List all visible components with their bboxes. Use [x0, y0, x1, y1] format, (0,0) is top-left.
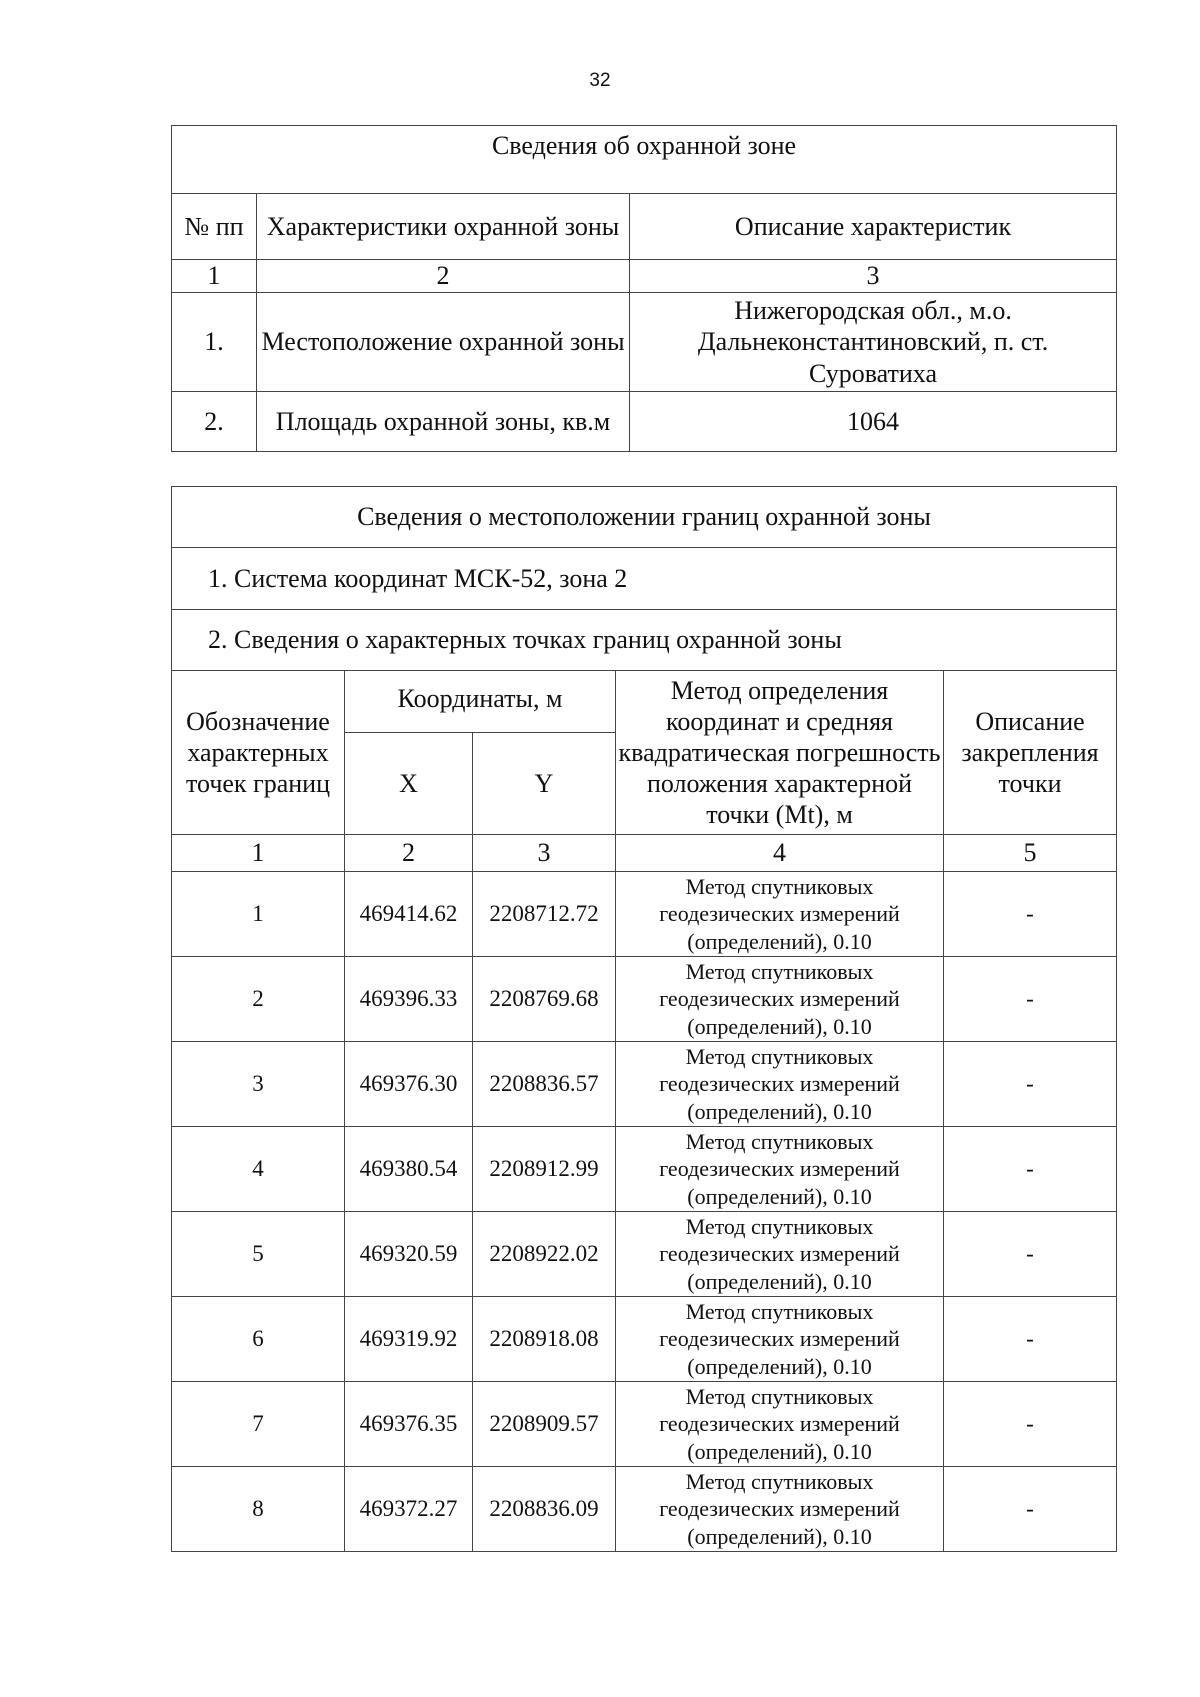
point-method: Метод спутниковых геодезических измерений (определений), 0.10: [616, 1127, 944, 1212]
point-x: 469380.54: [345, 1127, 473, 1212]
point-fixing: -: [944, 1042, 1117, 1127]
points-colnum-row: [172, 835, 1117, 872]
row-value: 1064: [630, 392, 1117, 452]
zone-info-colnum-row: [172, 260, 1117, 293]
header-method: Метод определения координат и средняя квадратическая погрешность положения характерной точки (Mt), м: [616, 671, 944, 835]
coord-system-row: [172, 548, 1117, 610]
point-y: 2208909.57: [473, 1382, 616, 1467]
col-number: 3: [630, 260, 1117, 293]
point-id: 3: [172, 1042, 345, 1127]
header-fixing: Описание закрепления точки: [944, 671, 1117, 835]
point-row: [172, 1382, 1117, 1467]
point-x: 469414.62: [345, 872, 473, 957]
point-row: [172, 1212, 1117, 1297]
point-y: 2208922.02: [473, 1212, 616, 1297]
point-y: 2208712.72: [473, 872, 616, 957]
row-value: Нижегородская обл., м.о. Дальнеконстантиновский, п. ст. Суроватиха: [630, 293, 1117, 392]
zone-info-row: [172, 293, 1117, 392]
point-x: 469320.59: [345, 1212, 473, 1297]
col-number: 5: [944, 835, 1117, 872]
point-method: Метод спутниковых геодезических измерений (определений), 0.10: [616, 1212, 944, 1297]
point-fixing: -: [944, 1212, 1117, 1297]
point-id: 7: [172, 1382, 345, 1467]
point-method: Метод спутниковых геодезических измерений (определений), 0.10: [616, 1382, 944, 1467]
point-x: 469376.35: [345, 1382, 473, 1467]
boundaries-title: Сведения о местоположении границ охранной зоны: [172, 487, 1117, 548]
point-y: 2208769.68: [473, 957, 616, 1042]
col-number: 2: [345, 835, 473, 872]
coord-system: 1. Система координат МСК-52, зона 2: [172, 548, 1117, 610]
page-number: 32: [589, 70, 611, 91]
point-x: 469396.33: [345, 957, 473, 1042]
point-fixing: -: [944, 1127, 1117, 1212]
zone-info-table: [171, 125, 1117, 452]
point-id: 1: [172, 872, 345, 957]
point-row: [172, 1042, 1117, 1127]
point-row: [172, 1467, 1117, 1552]
points-title: 2. Сведения о характерных точках границ охранной зоны: [172, 610, 1117, 671]
header-y: Y: [473, 733, 616, 835]
col-number: 1: [172, 835, 345, 872]
point-row: [172, 1297, 1117, 1382]
points-header-row: [172, 671, 1117, 733]
point-x: 469376.30: [345, 1042, 473, 1127]
point-y: 2208918.08: [473, 1297, 616, 1382]
zone-info-row: [172, 392, 1117, 452]
header-coords: Координаты, м: [345, 671, 616, 733]
point-row: [172, 957, 1117, 1042]
point-id: 8: [172, 1467, 345, 1552]
point-fixing: -: [944, 1467, 1117, 1552]
header-characteristic: Характеристики охранной зоны: [257, 194, 630, 260]
header-description: Описание характеристик: [630, 194, 1117, 260]
point-id: 2: [172, 957, 345, 1042]
point-id: 4: [172, 1127, 345, 1212]
point-method: Метод спутниковых геодезических измерений (определений), 0.10: [616, 957, 944, 1042]
point-x: 469372.27: [345, 1467, 473, 1552]
point-id: 6: [172, 1297, 345, 1382]
header-designation: Обозначение характерных точек границ: [172, 671, 345, 835]
row-num: 1.: [172, 293, 257, 392]
point-method: Метод спутниковых геодезических измерений (определений), 0.10: [616, 1467, 944, 1552]
boundaries-table: [171, 486, 1117, 1552]
header-num: № пп: [172, 194, 257, 260]
point-method: Метод спутниковых геодезических измерений (определений), 0.10: [616, 872, 944, 957]
point-fixing: -: [944, 1297, 1117, 1382]
point-method: Метод спутниковых геодезических измерений (определений), 0.10: [616, 1297, 944, 1382]
point-fixing: -: [944, 957, 1117, 1042]
zone-info-title: Сведения об охранной зоне: [172, 126, 1117, 194]
col-number: 1: [172, 260, 257, 293]
col-number: 3: [473, 835, 616, 872]
point-fixing: -: [944, 1382, 1117, 1467]
point-method: Метод спутниковых геодезических измерений (определений), 0.10: [616, 1042, 944, 1127]
row-num: 2.: [172, 392, 257, 452]
point-rows: [172, 872, 1117, 1552]
points-title-row: [172, 610, 1117, 671]
point-y: 2208836.09: [473, 1467, 616, 1552]
row-name: Местоположение охранной зоны: [257, 293, 630, 392]
point-x: 469319.92: [345, 1297, 473, 1382]
zone-info-title-row: [172, 126, 1117, 194]
point-row: [172, 872, 1117, 957]
boundaries-title-row: [172, 487, 1117, 548]
col-number: 2: [257, 260, 630, 293]
point-y: 2208836.57: [473, 1042, 616, 1127]
row-name: Площадь охранной зоны, кв.м: [257, 392, 630, 452]
zone-info-header-row: [172, 194, 1117, 260]
point-id: 5: [172, 1212, 345, 1297]
point-y: 2208912.99: [473, 1127, 616, 1212]
col-number: 4: [616, 835, 944, 872]
point-fixing: -: [944, 872, 1117, 957]
point-row: [172, 1127, 1117, 1212]
header-x: X: [345, 733, 473, 835]
